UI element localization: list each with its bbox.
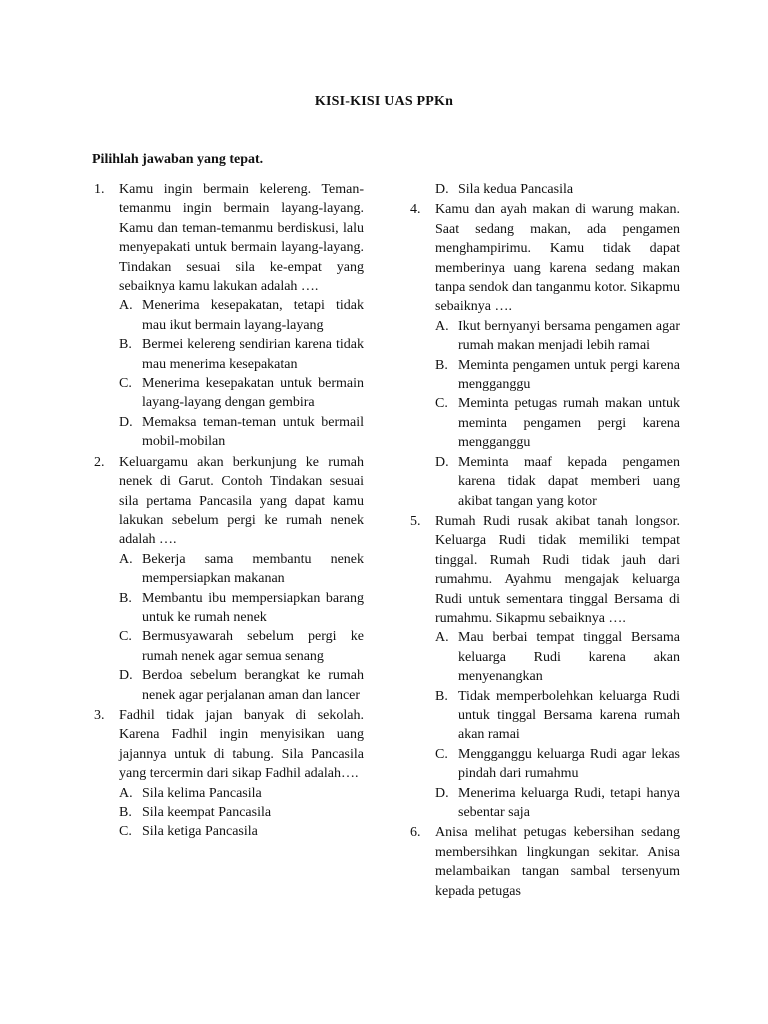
option-c[interactable] bbox=[435, 745, 680, 784]
question-number: 4. bbox=[410, 202, 421, 218]
option-letter: B. bbox=[435, 357, 448, 373]
option-b[interactable] bbox=[119, 803, 364, 822]
option-d[interactable] bbox=[435, 453, 680, 511]
question-number: 5. bbox=[410, 513, 421, 529]
option-text: Mau berbai tempat tinggal Bersama keluarga Rudi karena akan menyenangkan bbox=[458, 630, 680, 685]
option-c[interactable] bbox=[119, 374, 364, 413]
option-text: Meminta petugas rumah makan untuk meminta pengamen pergi karena mengganggu bbox=[458, 396, 680, 451]
option-letter: D. bbox=[119, 668, 133, 684]
option-text: Ikut bernyanyi bersama pengamen agar rumah makan menjadi lebih ramai bbox=[458, 318, 680, 354]
option-c[interactable] bbox=[119, 822, 364, 841]
option-a[interactable] bbox=[119, 296, 364, 335]
option-letter: B. bbox=[119, 337, 132, 353]
option-d[interactable] bbox=[119, 413, 364, 452]
option-letter: B. bbox=[119, 590, 132, 606]
option-a[interactable] bbox=[119, 784, 364, 803]
question-4 bbox=[410, 200, 680, 511]
option-letter: C. bbox=[119, 824, 132, 840]
question-6 bbox=[410, 823, 680, 901]
option-d[interactable] bbox=[435, 784, 680, 823]
option-text: Sila kedua Pancasila bbox=[458, 182, 574, 197]
option-text: Memaksa teman-teman untuk bermail mobil-mobilan bbox=[142, 414, 364, 450]
option-letter: D. bbox=[435, 182, 449, 197]
option-text: Menerima kesepakatan, tetapi tidak mau ikut bermain layang-layang bbox=[142, 298, 364, 333]
option-a[interactable] bbox=[119, 550, 364, 589]
right-column bbox=[410, 180, 680, 902]
option-b[interactable] bbox=[119, 335, 364, 374]
option-letter: A. bbox=[119, 785, 133, 801]
option-text: Sila keempat Pancasila bbox=[142, 805, 272, 820]
option-letter: C. bbox=[435, 396, 448, 412]
option-text: Berdoa sebelum berangkat ke rumah nenek agar perjalanan aman dan lancer bbox=[142, 668, 364, 703]
document-title: KISI-KISI UAS PPKn bbox=[314, 94, 454, 109]
option-b[interactable] bbox=[435, 687, 680, 745]
option-letter: C. bbox=[119, 629, 132, 645]
question-number: 1. bbox=[94, 182, 105, 197]
option-letter: C. bbox=[435, 746, 448, 762]
option-text: Menerima kesepakatan untuk bermain layang-layang dengan gembira bbox=[142, 376, 364, 411]
option-text: Meminta pengamen untuk pergi karena mengganggu bbox=[458, 357, 680, 393]
option-b[interactable] bbox=[435, 356, 680, 395]
option-text: Sila ketiga Pancasila bbox=[142, 824, 258, 840]
option-letter: D. bbox=[119, 414, 133, 430]
option-letter: B. bbox=[435, 688, 448, 704]
question-number: 2. bbox=[94, 454, 105, 470]
question-text: Kamu ingin bermain kelereng. Teman-temanmu ingin bermain layang-layang. Kamu dan teman-temanmu berdiskusi, lalu menyepakati untuk bermain layang-layang. Tindakan sesuai sila ke-empat yang sebaiknya kamu lakukan adalah …. bbox=[119, 182, 364, 295]
question-text: Keluargamu akan berkunjung ke rumah nenek di Garut. Contoh Tindakan sesuai sila pertama Pancasila yang dapat kamu lakukan sebelum pergi ke rumah nenek adalah …. bbox=[119, 454, 364, 548]
option-text: Menerima keluarga Rudi, tetapi hanya sebentar saja bbox=[458, 785, 680, 820]
question-text: Fadhil tidak jajan banyak di sekolah. Karena Fadhil ingin menyisikan uang jajannya untuk di tabung. Sila Pancasila yang tercermin dari sikap Fadhil adalah…. bbox=[119, 707, 364, 782]
option-c[interactable] bbox=[435, 394, 680, 452]
option-letter: D. bbox=[435, 454, 449, 470]
option-text: Sila kelima Pancasila bbox=[142, 785, 262, 801]
option-b[interactable] bbox=[119, 589, 364, 628]
question-3 bbox=[94, 706, 364, 842]
option-letter: D. bbox=[435, 785, 449, 801]
option-d[interactable] bbox=[435, 180, 680, 199]
option-text: Bermei kelereng sendirian karena tidak mau menerima kesepakatan bbox=[142, 337, 364, 372]
option-d[interactable] bbox=[119, 666, 364, 705]
option-text: Bekerja sama membantu nenek mempersiapkan makanan bbox=[142, 551, 364, 587]
question-number: 3. bbox=[94, 707, 105, 723]
question-2 bbox=[94, 453, 364, 705]
option-text: Tidak memperbolehkan keluarga Rudi untuk tinggal Bersama karena rumah akan ramai bbox=[458, 688, 680, 743]
option-letter: A. bbox=[435, 318, 449, 334]
left-column bbox=[94, 180, 364, 843]
question-1 bbox=[94, 180, 364, 452]
option-letter: B. bbox=[119, 805, 132, 820]
option-letter: A. bbox=[435, 630, 449, 646]
option-a[interactable] bbox=[435, 317, 680, 356]
question-text: Rumah Rudi rusak akibat tanah longsor. Keluarga Rudi tidak memiliki tempat tinggal. Rumah Rudi tidak jauh dari rumahmu. Ayahmu mengajak keluarga Rudi untuk sementara tinggal Bersama di rumahmu. Sikapmu sebaiknya …. bbox=[435, 513, 680, 626]
option-text: Bermusyawarah sebelum pergi ke rumah nenek agar semua senang bbox=[142, 629, 364, 664]
option-text: Mengganggu keluarga Rudi agar lekas pindah dari rumahmu bbox=[458, 746, 680, 782]
question-5 bbox=[410, 512, 680, 823]
option-a[interactable] bbox=[435, 628, 680, 686]
option-letter: A. bbox=[119, 298, 133, 314]
option-text: Membantu ibu mempersiapkan barang untuk ke rumah nenek bbox=[142, 590, 364, 625]
question-text: Kamu dan ayah makan di warung makan. Saat sedang makan, ada pengamen menghampirimu. Kamu tidak dapat memberinya uang karena sedang makan tanpa sendok dan tanganmu kotor. Sikapmu sebaiknya …. bbox=[435, 202, 680, 315]
question-text: Anisa melihat petugas kebersihan sedang membersihkan lingkungan sekitar. Anisa melambaikan tangan sambal tersenyum kepada petugas bbox=[435, 825, 680, 899]
question-number: 6. bbox=[410, 825, 421, 841]
question-3-continued bbox=[410, 180, 680, 199]
option-letter: A. bbox=[119, 551, 133, 567]
instruction-text: Pilihlah jawaban yang tepat. bbox=[92, 152, 264, 167]
option-text: Meminta maaf kepada pengamen karena tidak dapat memberi uang akibat tangan yang kotor bbox=[458, 454, 680, 509]
option-c[interactable] bbox=[119, 627, 364, 666]
option-letter: C. bbox=[119, 376, 132, 392]
